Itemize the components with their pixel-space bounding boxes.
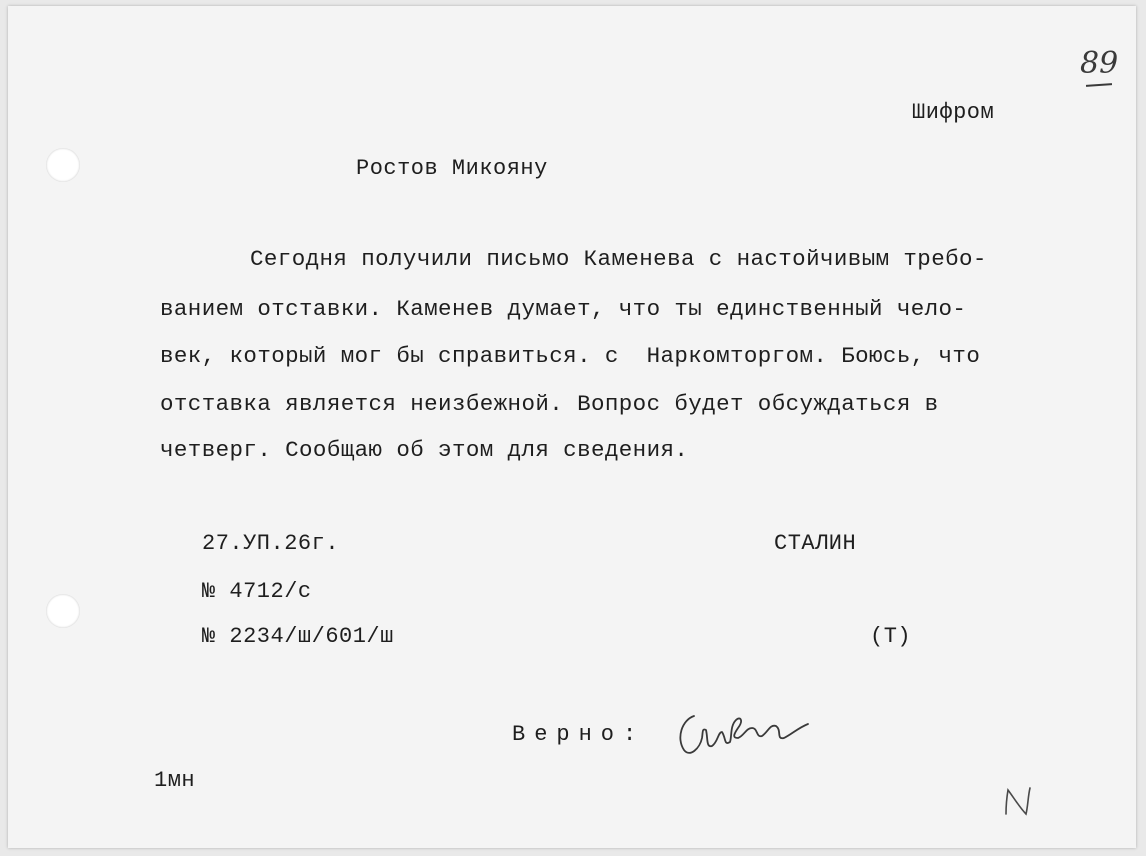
- copies-count: 1мн: [154, 768, 196, 793]
- header-cipher-label: Шифром: [912, 100, 995, 125]
- page-number-underline: [1086, 83, 1112, 87]
- body-line: четверг. Сообщаю об этом для сведения.: [160, 437, 689, 463]
- mark-t: (Т): [870, 624, 912, 649]
- addressee: Ростов Микояну: [356, 156, 548, 181]
- punch-hole: [46, 594, 80, 628]
- check-mark-icon: [1000, 784, 1036, 820]
- document-page: [8, 6, 1136, 848]
- handwritten-signature: [672, 698, 822, 768]
- punch-hole: [46, 148, 80, 182]
- page-number: 89: [1080, 46, 1119, 81]
- reference-number: № 4712/с: [202, 579, 312, 604]
- body-line: ванием отставки. Каменев думает, что ты единственный чело-: [160, 296, 967, 322]
- document-date: 27.УП.26г.: [202, 531, 340, 556]
- reference-number-cipher: № 2234/ш/601/ш: [202, 624, 394, 649]
- body-line: век, который мог бы справиться. с Наркомторгом. Боюсь, что: [160, 343, 981, 369]
- body-line: Сегодня получили письмо Каменева с настойчивым требо-: [250, 246, 987, 272]
- signatory-name: СТАЛИН: [774, 531, 857, 556]
- body-line: отставка является неизбежной. Вопрос будет обсуждаться в: [160, 391, 939, 417]
- verno-label: Верно:: [512, 722, 646, 747]
